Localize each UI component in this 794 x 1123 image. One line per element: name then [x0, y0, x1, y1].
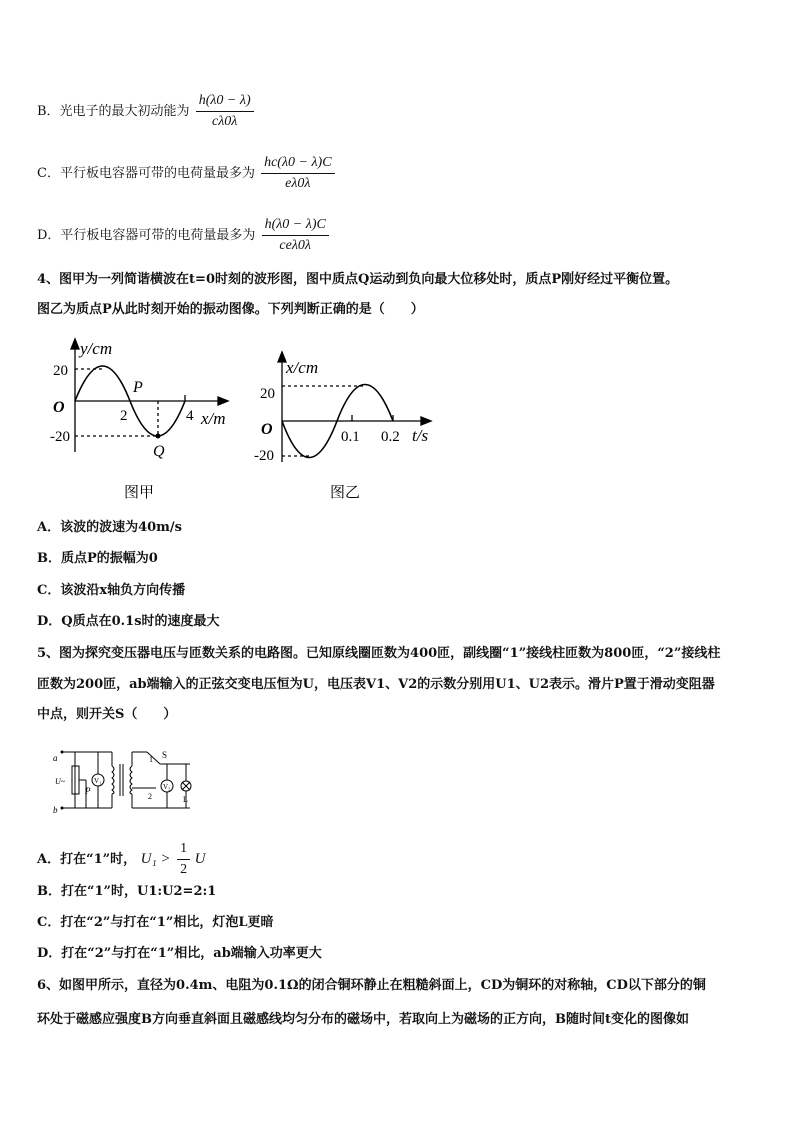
q5-option-a-numerator: 1 [177, 840, 190, 860]
circuit-label-a: a [53, 753, 58, 763]
jia-ytick-top: 20 [53, 363, 68, 379]
q5-option-a-math-right: U [194, 851, 206, 867]
circuit-label-2: 2 [148, 792, 152, 801]
circuit-label-v2: V₂ [163, 783, 171, 791]
circuit-label-l: L [183, 795, 188, 804]
q6-stem-line2: 环处于磁感应强度B方向垂直斜面且磁感线均匀分布的磁场中，若取向上为磁场的正方向，B随时间t变化的图像如 [37, 1012, 689, 1027]
jia-xlabel: x/m [201, 409, 226, 428]
q3-option-b-denominator: cλ0λ [211, 114, 238, 129]
yi-xtick-02: 0.2 [381, 429, 400, 445]
q5-option-c: C．打在“2”与打在“1”相比，灯泡L更暗 [37, 915, 274, 930]
secondary-coil [130, 766, 132, 794]
yi-xlabel: t/s [412, 426, 429, 445]
q5-stem-line1: 5、图为探究变压器电压与匝数关系的电路图。已知原线圈匝数为400匝，副线圈“1”接线柱匝数为800匝，“2”接线柱 [37, 646, 721, 661]
circuit-label-v1: V₁ [94, 777, 102, 785]
q5-option-a [37, 840, 205, 879]
q5-option-a-denominator: 2 [180, 862, 188, 877]
jia-point-q [156, 434, 161, 439]
q5-option-b: B．打在“1”时，U1:U2=2:1 [37, 884, 217, 899]
jia-ylabel: y/cm [80, 339, 113, 358]
jia-xtick-2: 2 [120, 408, 128, 424]
q4-stem-line2: 图乙为质点P从此时刻开始的振动图像。下列判断正确的是（ ） [37, 302, 424, 317]
q3-option-d-numerator: h(λ0 − λ)C [262, 216, 329, 236]
yi-ytick-bot: -20 [254, 448, 274, 464]
circuit-label-b: b [53, 805, 58, 814]
jia-x-arrow [218, 397, 228, 405]
q3-option-c-fraction [261, 154, 334, 193]
q5-stem-line2: 匝数为200匝，ab端输入的正弦交变电压恒为U，电压表V1、V2的示数分别用U1、U2表示。滑片P置于滑动变阻器 [37, 677, 715, 692]
q3-option-b [37, 92, 254, 131]
circuit-label-u: U~ [55, 777, 66, 786]
jia-ytick-bot: -20 [50, 429, 70, 445]
yi-ylabel: x/cm [286, 358, 319, 377]
yi-xtick-01: 0.1 [341, 429, 360, 445]
transformer-circuit [50, 746, 210, 814]
jia-origin: O [53, 399, 65, 416]
q3-option-c-text: C．平行板电容器可带的电荷量最多为 [37, 166, 255, 181]
jia-y-arrow [71, 339, 79, 349]
q4-stem-line1: 4、图甲为一列简谐横波在t=0时刻的波形图，图中质点Q运动到负向最大位移处时，质点P刚好经过平衡位置。 [37, 272, 679, 287]
q3-option-d-fraction [262, 216, 329, 255]
q5-option-a-math-left: U₁ > [140, 851, 171, 867]
q5-stem-line3: 中点，则开关S（ ） [37, 707, 177, 722]
q3-option-c-denominator: eλ0λ [285, 176, 311, 191]
yi-caption: 图乙 [330, 485, 361, 501]
q4-option-a: A．该波的波速为40m/s [37, 520, 182, 535]
yi-origin: O [261, 421, 273, 438]
jia-caption: 图甲 [124, 485, 155, 501]
q3-option-d-denominator: ceλ0λ [279, 238, 311, 253]
q3-option-c-numerator: hc(λ0 − λ)C [261, 154, 334, 174]
q4-option-c: C．该波沿x轴负方向传播 [37, 583, 186, 598]
jia-xtick-4: 4 [186, 408, 194, 424]
q4-option-d: D．Q质点在0.1s时的速度最大 [37, 614, 220, 629]
primary-coil [112, 766, 114, 794]
q3-option-d-text: D．平行板电容器可带的电荷量最多为 [37, 228, 256, 243]
wave-graph-jia [50, 337, 250, 507]
jia-q-label: Q [153, 443, 165, 460]
q3-option-b-text: B．光电子的最大初动能为 [37, 104, 190, 119]
yi-ytick-top: 20 [260, 386, 275, 402]
q3-option-b-fraction [196, 92, 254, 131]
q3-option-d [37, 216, 329, 255]
circuit-label-p: P [85, 786, 91, 796]
q5-option-a-fraction [177, 840, 190, 879]
q3-option-b-numerator: h(λ0 − λ) [196, 92, 254, 112]
yi-y-arrow [278, 352, 286, 362]
yi-x-arrow [421, 417, 431, 425]
q5-option-d: D．打在“2”与打在“1”相比，ab端输入功率更大 [37, 946, 322, 961]
jia-p-label: P [133, 379, 143, 396]
circuit-label-s: S [162, 750, 168, 760]
vibration-graph-yi [250, 350, 445, 507]
circuit-label-1: 1 [149, 755, 153, 764]
q4-option-b: B．质点P的振幅为0 [37, 551, 158, 566]
q6-stem-line1: 6、如图甲所示，直径为0.4m、电阻为0.1Ω的闭合铜环静止在粗糙斜面上，CD为铜环的对称轴，CD以下部分的铜 [37, 978, 706, 993]
q3-option-c [37, 154, 335, 193]
q5-option-a-text: A．打在“1”时， [37, 852, 137, 867]
